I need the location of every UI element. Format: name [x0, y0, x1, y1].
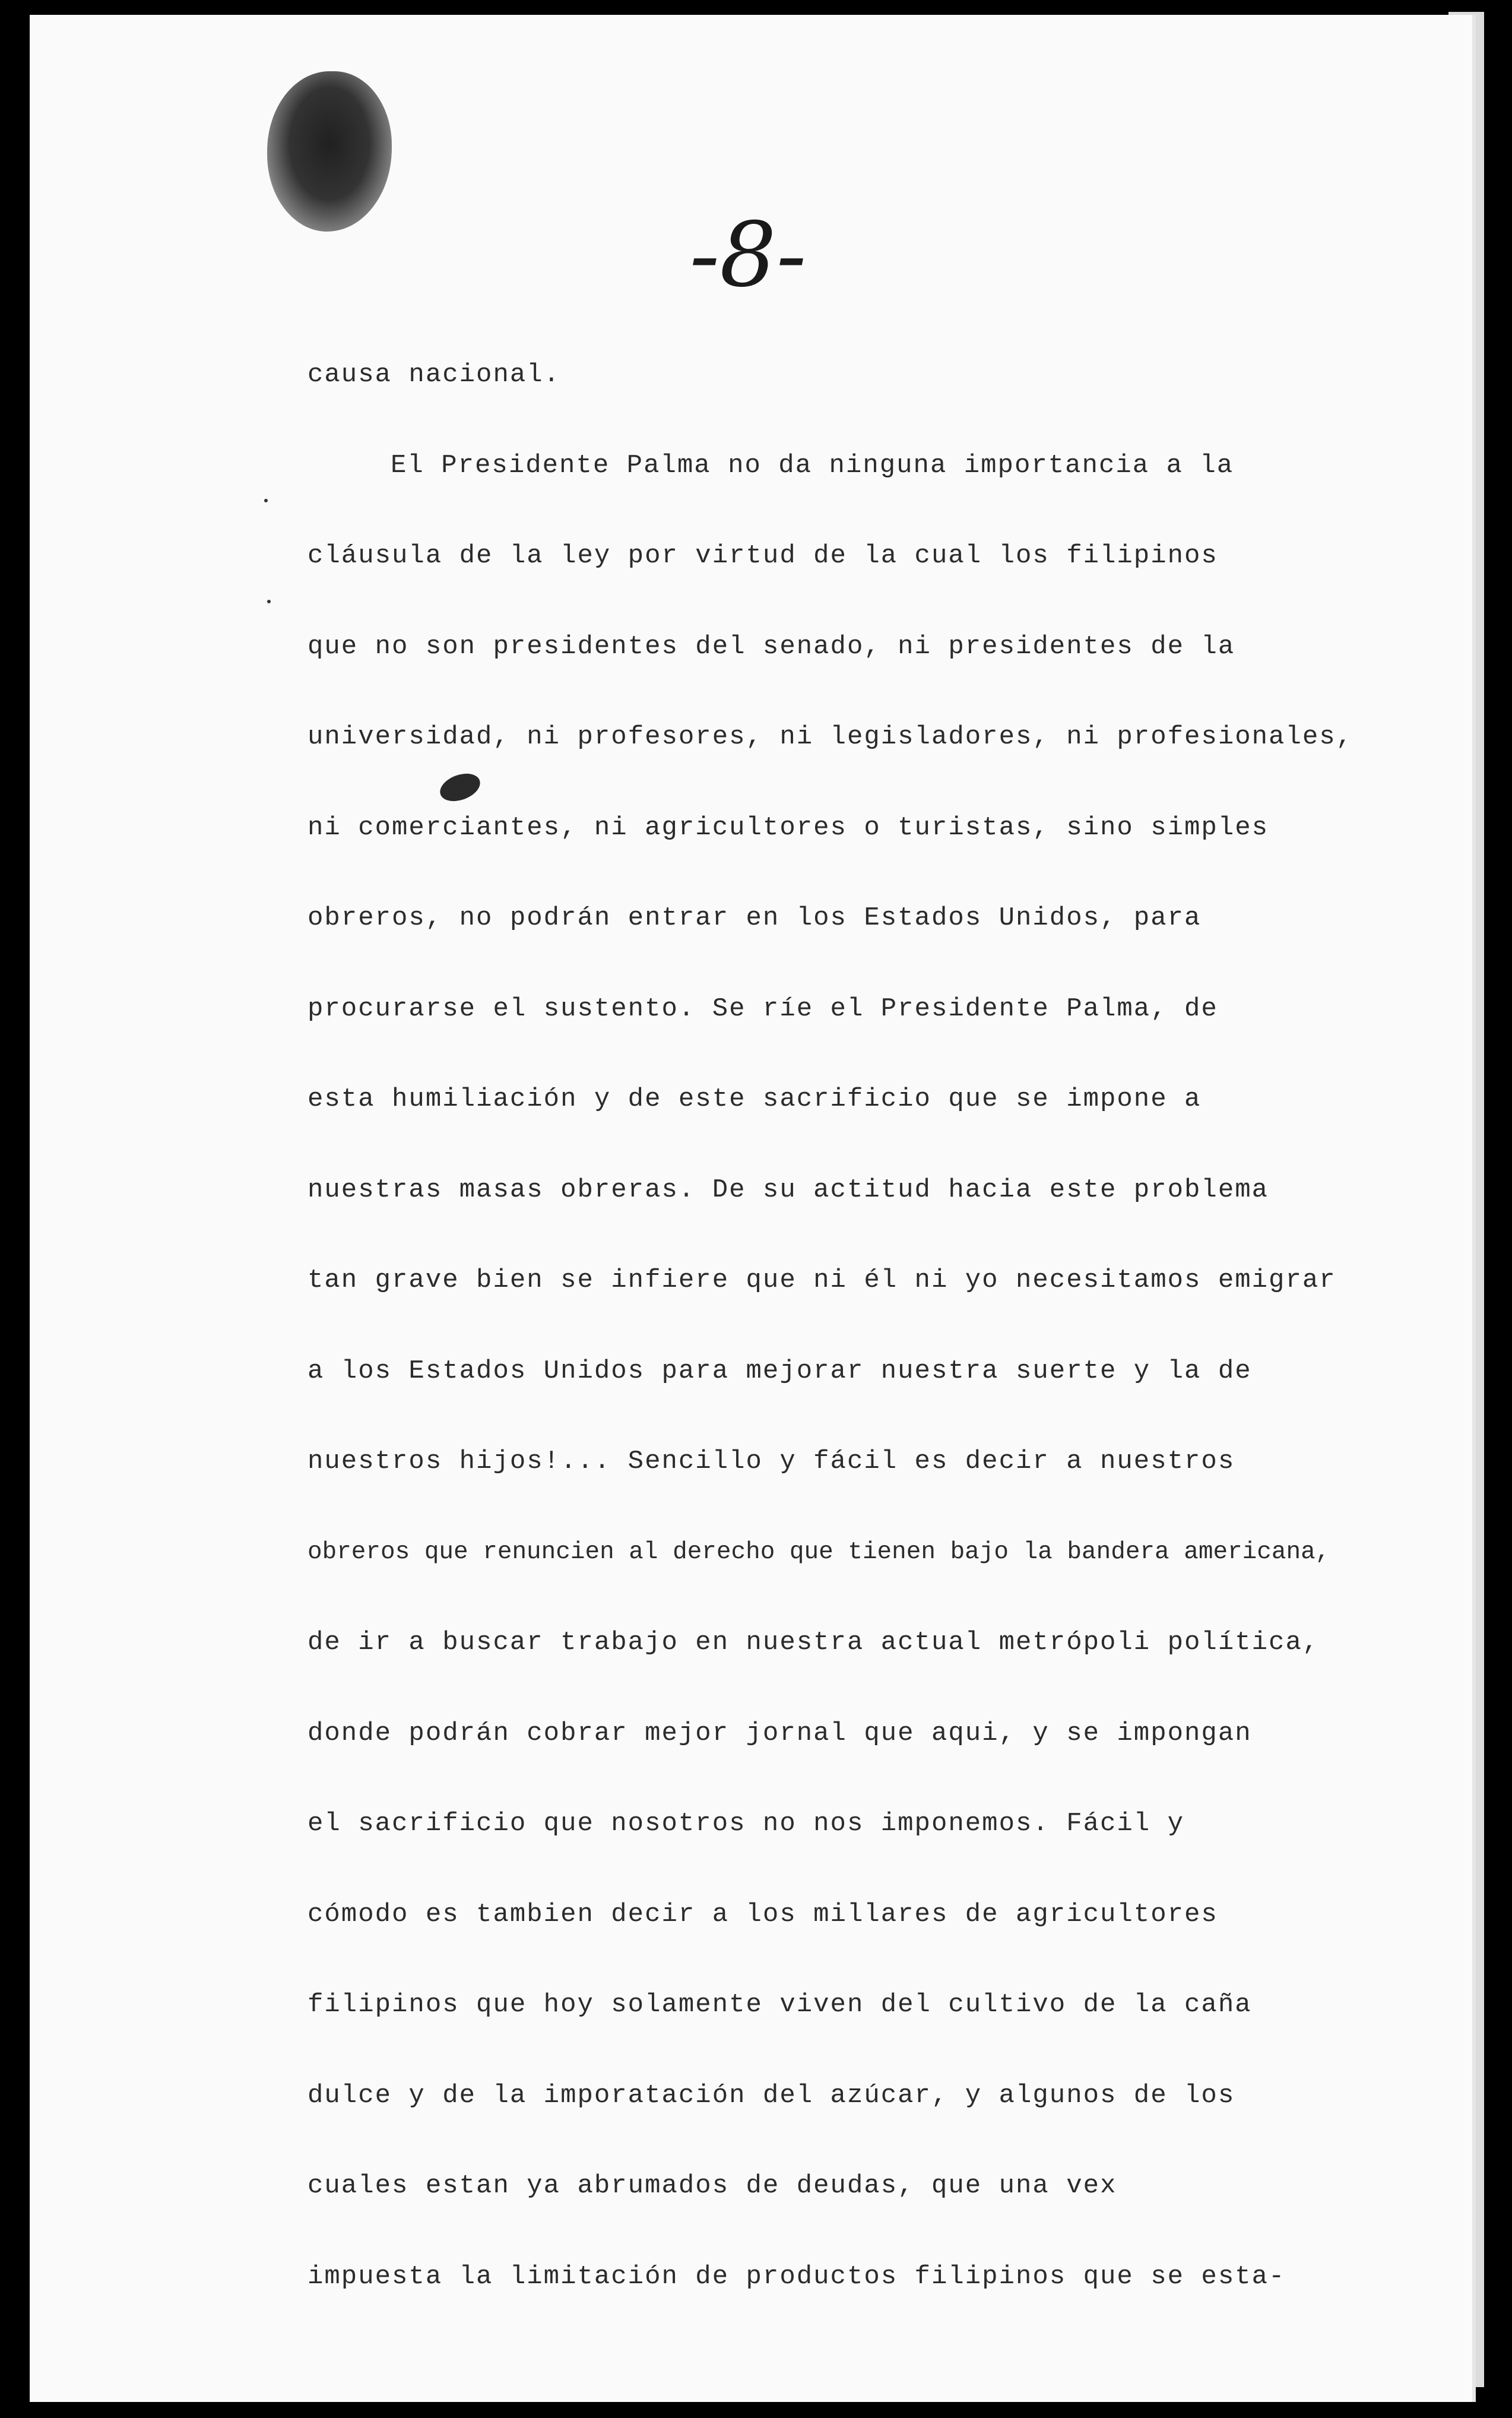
text-line: cláusula de la ley por virtud de la cual los filipinos — [308, 541, 1218, 571]
text-line: dulce y de la imporatación del azúcar, y algunos de los — [308, 2080, 1235, 2110]
typed-text-body — [308, 330, 1435, 2322]
text-line: causa nacional. — [308, 360, 561, 390]
margin-dot — [264, 499, 268, 502]
text-line: nuestras masas obreras. De su actitud hacia este problema — [308, 1175, 1269, 1205]
text-line: que no son presidentes del senado, ni presidentes de la — [308, 631, 1235, 662]
text-line: filipinos que hoy solamente viven del cultivo de la caña — [308, 1990, 1252, 2020]
page-number: -8- — [689, 204, 807, 307]
text-line: procurarse el sustento. Se ríe el Presidente Palma, de — [308, 993, 1218, 1024]
text-line: obreros, no podrán entrar en los Estados Unidos, para — [308, 903, 1202, 933]
text-line: ni comerciantes, ni agricultores o turistas, sino simples — [308, 812, 1269, 843]
text-line: cómodo es tambien decir a los millares de agricultores — [308, 1899, 1218, 1929]
margin-dot — [267, 600, 271, 603]
text-line: donde podrán cobrar mejor jornal que aqui, y se impongan — [308, 1718, 1252, 1748]
text-line: esta humiliación y de este sacrificio que se impone a — [308, 1084, 1202, 1114]
text-line: obreros que renuncien al derecho que tienen bajo la bandera americana, — [308, 1538, 1330, 1566]
text-line: a los Estados Unidos para mejorar nuestra suerte y la de — [308, 1356, 1252, 1386]
text-line: nuestros hijos!... Sencillo y fácil es decir a nuestros — [308, 1447, 1235, 1476]
text-line: tan grave bien se infiere que ni él ni yo necesitamos emigrar — [308, 1265, 1336, 1295]
text-line: cuales estan ya abrumados de deudas, que una vex — [308, 2171, 1117, 2201]
text-line: El Presidente Palma no da ninguna importancia a la — [391, 450, 1234, 480]
text-line: universidad, ni profesores, ni legisladores, ni profesionales, — [308, 722, 1353, 752]
text-line: impuesta la limitación de productos filipinos que se esta- — [308, 2261, 1286, 2292]
text-line: el sacrificio que nosotros no nos imponemos. Fácil y — [308, 1809, 1185, 1838]
text-line: de ir a buscar trabajo en nuestra actual metrópoli política, — [308, 1628, 1320, 1657]
ink-stain — [267, 71, 392, 232]
